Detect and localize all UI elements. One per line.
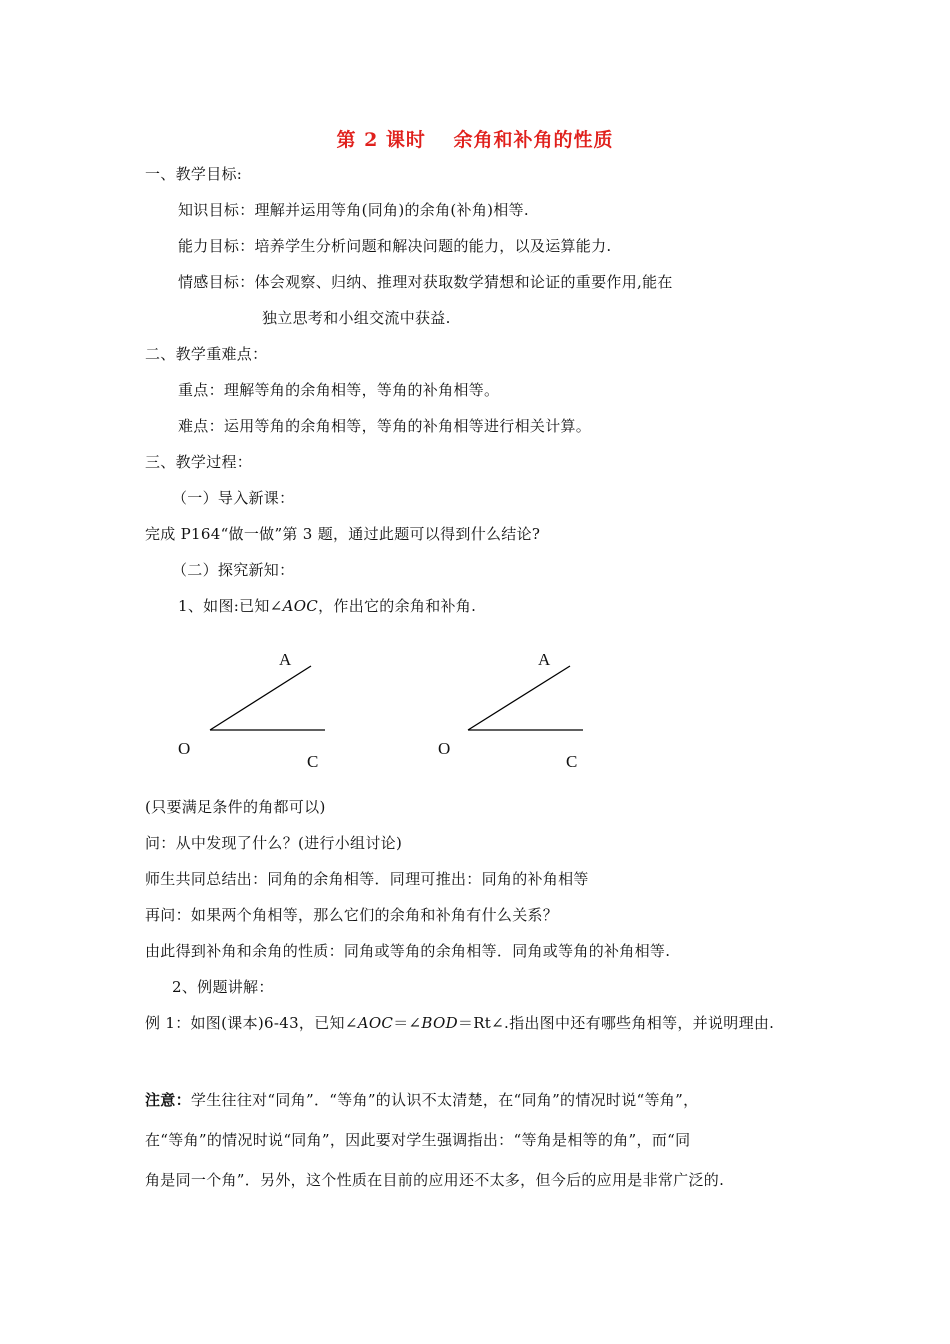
- knowledge-objective: 知识目标：理解并运用等角(同角)的余角(补角)相等.: [178, 201, 529, 219]
- emotion-objective-line1: 情感目标：体会观察、归纳、推理对获取数学猜想和论证的重要作用,能在: [178, 273, 673, 291]
- intro-text: 完成 P164“做一做”第 3 题，通过此题可以得到什么结论?: [145, 525, 541, 543]
- notice-label: 注意: [145, 1091, 176, 1109]
- property-conclusion: 由此得到补角和余角的性质：同角或等角的余角相等．同角或等角的补角相等.: [145, 942, 671, 960]
- question-1-suffix: ，作出它的余角和补角.: [318, 597, 477, 615]
- section-heading-key-points: 二、教学重难点：: [145, 345, 268, 363]
- example-angle-bod: BOD: [421, 1014, 458, 1032]
- angle-aoc: AOC: [282, 597, 319, 615]
- section-heading-objectives: 一、教学目标:: [145, 165, 243, 183]
- explore-heading: （二）探究新知：: [172, 561, 295, 579]
- summary-text: 师生共同总结出：同角的余角相等．同理可推出：同角的补角相等: [145, 870, 589, 888]
- right-ray-oa: [468, 666, 570, 730]
- section-heading-process: 三、教学过程：: [145, 453, 253, 471]
- example-1: [145, 1013, 774, 1033]
- ability-objective: 能力目标：培养学生分析问题和解决问题的能力，以及运算能力.: [178, 237, 612, 255]
- intro-heading: （一）导入新课：: [172, 489, 295, 507]
- emotion-objective-line2: 独立思考和小组交流中获益.: [262, 309, 451, 327]
- figure-note: (只要满足条件的角都可以): [145, 798, 326, 816]
- right-label-c: C: [566, 752, 578, 771]
- example-1-mid: ＝∠: [393, 1014, 422, 1032]
- left-ray-oa: [210, 666, 311, 730]
- right-label-o: O: [438, 739, 451, 758]
- example-angle-aoc: AOC: [357, 1014, 394, 1032]
- example-1-suffix: ＝Rt∠.指出图中还有哪些角相等，并说明理由.: [457, 1014, 775, 1032]
- left-label-a: A: [279, 650, 292, 669]
- notice-text-1: 学生往往对“同角”．“等角”的认识不太清楚，在“同角”的情况时说“等角”，: [190, 1091, 699, 1109]
- right-label-a: A: [538, 650, 551, 669]
- question-1-prefix: 1、如图:已知∠: [178, 597, 283, 615]
- notice-line2: 在“等角”的情况时说“同角”，因此要对学生强调指出：“等角是相等的角”，而“同: [145, 1131, 691, 1149]
- example-heading: 2、例题讲解：: [172, 978, 274, 996]
- notice-colon: ：: [175, 1091, 191, 1109]
- notice-line1: [145, 1090, 698, 1110]
- page-title: 第 2 课时 余角和补角的性质: [336, 129, 614, 151]
- notice-line3: 角是同一个角”．另外，这个性质在目前的应用还不太多，但今后的应用是非常广泛的.: [145, 1171, 725, 1189]
- left-label-c: C: [307, 752, 319, 771]
- discussion-question: 问：从中发现了什么？(进行小组讨论): [145, 834, 403, 852]
- follow-up-question: 再问：如果两个角相等，那么它们的余角和补角有什么关系？: [145, 906, 559, 924]
- difficult-point: 难点：运用等角的余角相等，等角的补角相等进行相关计算。: [178, 417, 592, 435]
- left-label-o: O: [178, 739, 191, 758]
- example-1-prefix: 例 1：如图(课本)6-43，已知∠: [145, 1014, 358, 1032]
- key-point: 重点：理解等角的余角相等，等角的补角相等。: [178, 381, 500, 399]
